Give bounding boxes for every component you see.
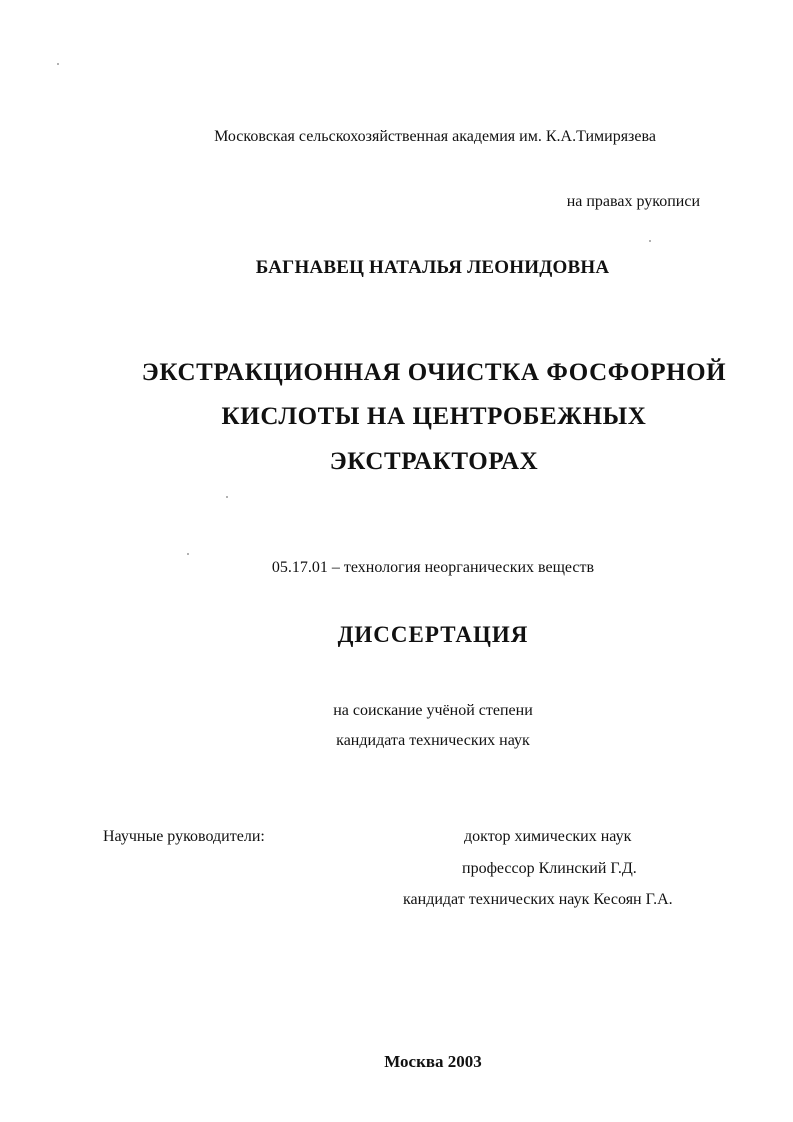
supervisor-line: кандидат технических наук Кесоян Г.А. [403, 891, 673, 908]
scan-speck [649, 240, 651, 242]
title-line: КИСЛОТЫ НА ЦЕНТРОБЕЖНЫХ [221, 403, 647, 430]
institution-name: Московская сельскохозяйственная академия им. К.А.Тимирязева [214, 128, 656, 145]
author-name: БАГНАВЕЦ НАТАЛЬЯ ЛЕОНИДОВНА [255, 257, 610, 278]
supervisor-line: профессор Клинский Г.Д. [462, 860, 637, 877]
city-and-year: Москва 2003 [384, 1052, 482, 1071]
title-line: ЭКСТРАКЦИОННАЯ ОЧИСТКА ФОСФОРНОЙ [141, 359, 727, 386]
title-line: ЭКСТРАКТОРАХ [329, 448, 539, 475]
supervisors-label: Научные руководители: [103, 828, 265, 845]
scan-speck [187, 553, 189, 555]
scan-speck [57, 63, 59, 65]
manuscript-note: на правах рукописи [566, 193, 700, 210]
supervisor-line: доктор химических наук [464, 828, 632, 845]
document-type: ДИССЕРТАЦИЯ [337, 622, 529, 647]
scan-speck [226, 496, 228, 498]
degree-line: кандидата технических наук [336, 732, 530, 749]
degree-line: на соискание учёной степени [333, 702, 533, 719]
specialty-code: 05.17.01 – технология неорганических веществ [271, 559, 595, 576]
